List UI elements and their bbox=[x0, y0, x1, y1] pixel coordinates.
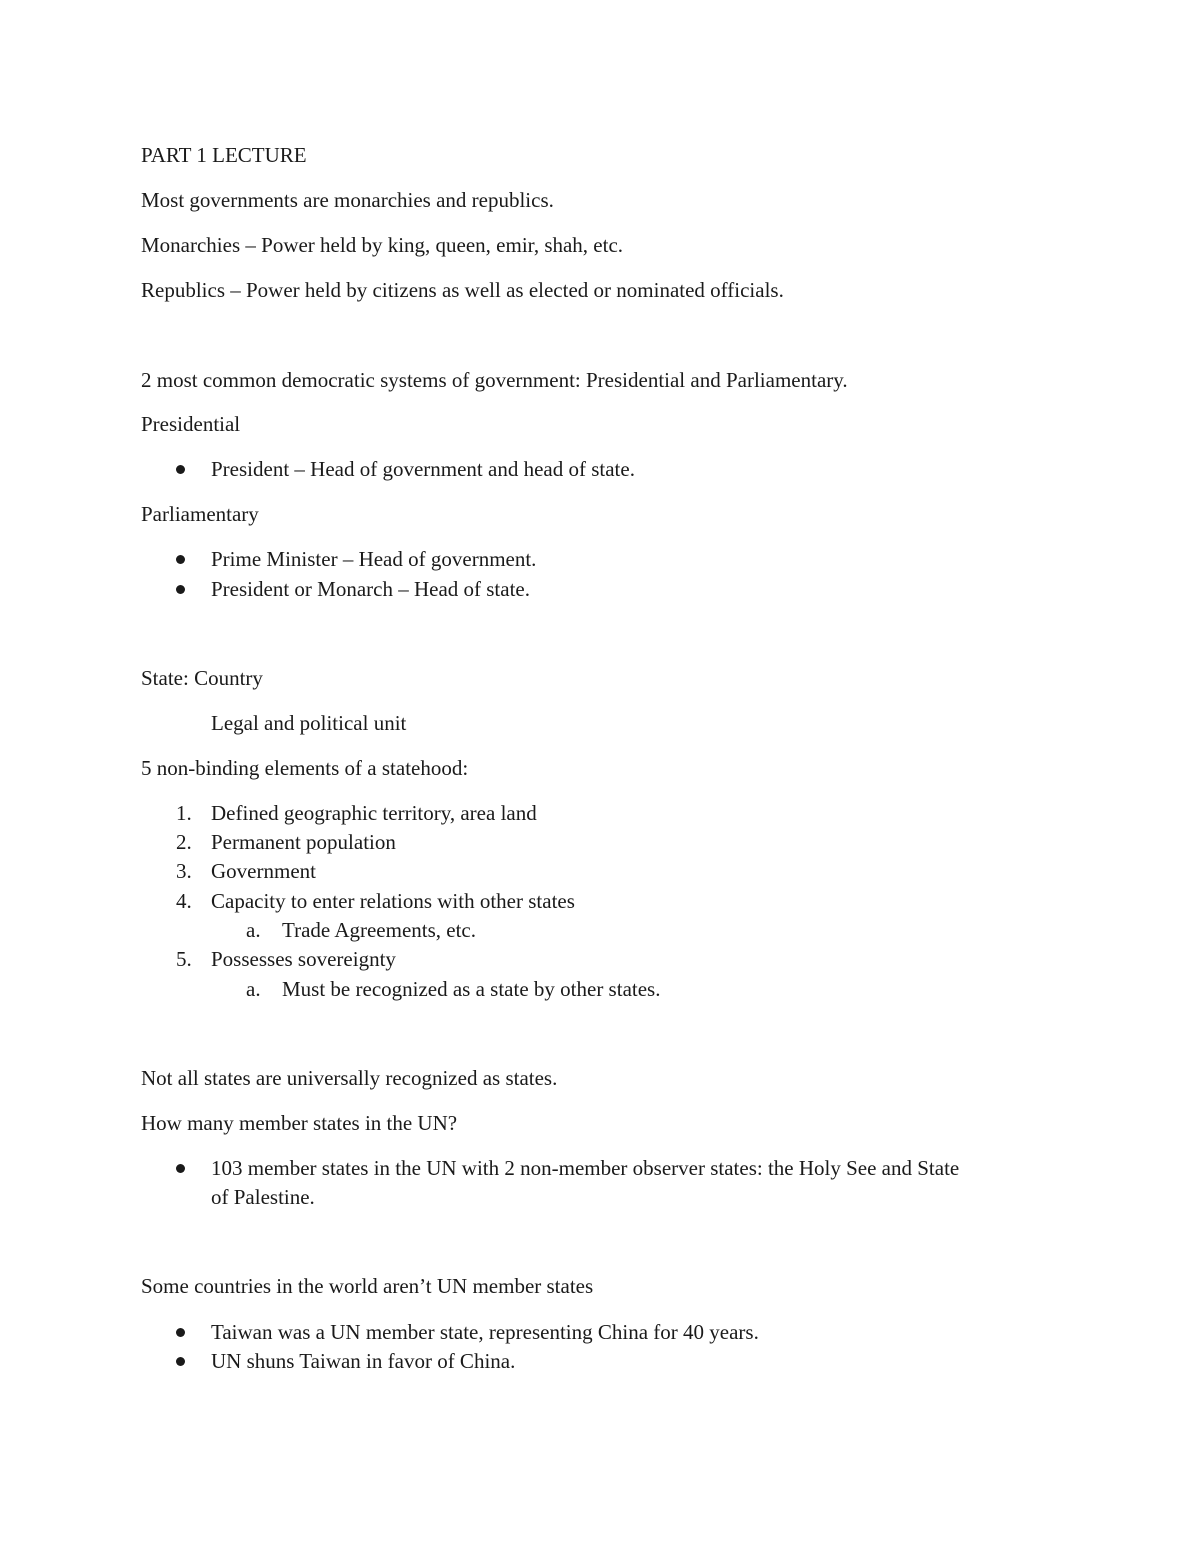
state-description: Legal and political unit bbox=[211, 711, 407, 735]
list-number: 1. bbox=[176, 801, 192, 825]
non-members-intro: Some countries in the world aren’t UN member states bbox=[141, 1274, 594, 1298]
list-item: Taiwan was a UN member state, representing China for 40 years. bbox=[211, 1320, 759, 1344]
list-number: 4. bbox=[176, 889, 192, 913]
recognition-note: Not all states are universally recognized as states. bbox=[141, 1066, 558, 1090]
document-heading: PART 1 LECTURE bbox=[141, 143, 307, 167]
parliamentary-heading: Parliamentary bbox=[141, 502, 259, 526]
list-item: UN shuns Taiwan in favor of China. bbox=[211, 1349, 516, 1373]
list-item-line-1: 103 member states in the UN with 2 non-member observer states: the Holy See and State bbox=[211, 1156, 960, 1180]
bullet-icon bbox=[176, 1164, 185, 1173]
sub-list-item: Trade Agreements, etc. bbox=[282, 918, 477, 942]
sub-list-letter: a. bbox=[246, 977, 261, 1001]
list-item: Permanent population bbox=[211, 830, 396, 854]
paragraph-intro-2: Monarchies – Power held by king, queen, emir, shah, etc. bbox=[141, 233, 624, 257]
presidential-heading: Presidential bbox=[141, 412, 241, 436]
bullet-icon bbox=[176, 585, 185, 594]
bullet-icon bbox=[176, 1328, 185, 1337]
un-question: How many member states in the UN? bbox=[141, 1111, 458, 1135]
list-item: President – Head of government and head of state. bbox=[211, 457, 635, 481]
paragraph-intro-3: Republics – Power held by citizens as well as elected or nominated officials. bbox=[141, 278, 784, 302]
list-item-line-2: of Palestine. bbox=[211, 1185, 315, 1209]
list-item: Possesses sovereignty bbox=[211, 947, 396, 971]
bullet-icon bbox=[176, 465, 185, 474]
sub-list-item: Must be recognized as a state by other states. bbox=[282, 977, 661, 1001]
sub-list-letter: a. bbox=[246, 918, 261, 942]
list-item: President or Monarch – Head of state. bbox=[211, 577, 530, 601]
paragraph-systems-intro: 2 most common democratic systems of government: Presidential and Parliamentary. bbox=[141, 368, 848, 392]
list-number: 2. bbox=[176, 830, 192, 854]
state-definition: State: Country bbox=[141, 666, 263, 690]
paragraph-intro-1: Most governments are monarchies and republics. bbox=[141, 188, 554, 212]
list-item: Defined geographic territory, area land bbox=[211, 801, 537, 825]
list-item: Government bbox=[211, 859, 316, 883]
bullet-icon bbox=[176, 555, 185, 564]
list-item: Prime Minister – Head of government. bbox=[211, 547, 537, 571]
list-item: Capacity to enter relations with other states bbox=[211, 889, 575, 913]
list-number: 3. bbox=[176, 859, 192, 883]
bullet-icon bbox=[176, 1357, 185, 1366]
elements-intro: 5 non-binding elements of a statehood: bbox=[141, 756, 469, 780]
list-number: 5. bbox=[176, 947, 192, 971]
